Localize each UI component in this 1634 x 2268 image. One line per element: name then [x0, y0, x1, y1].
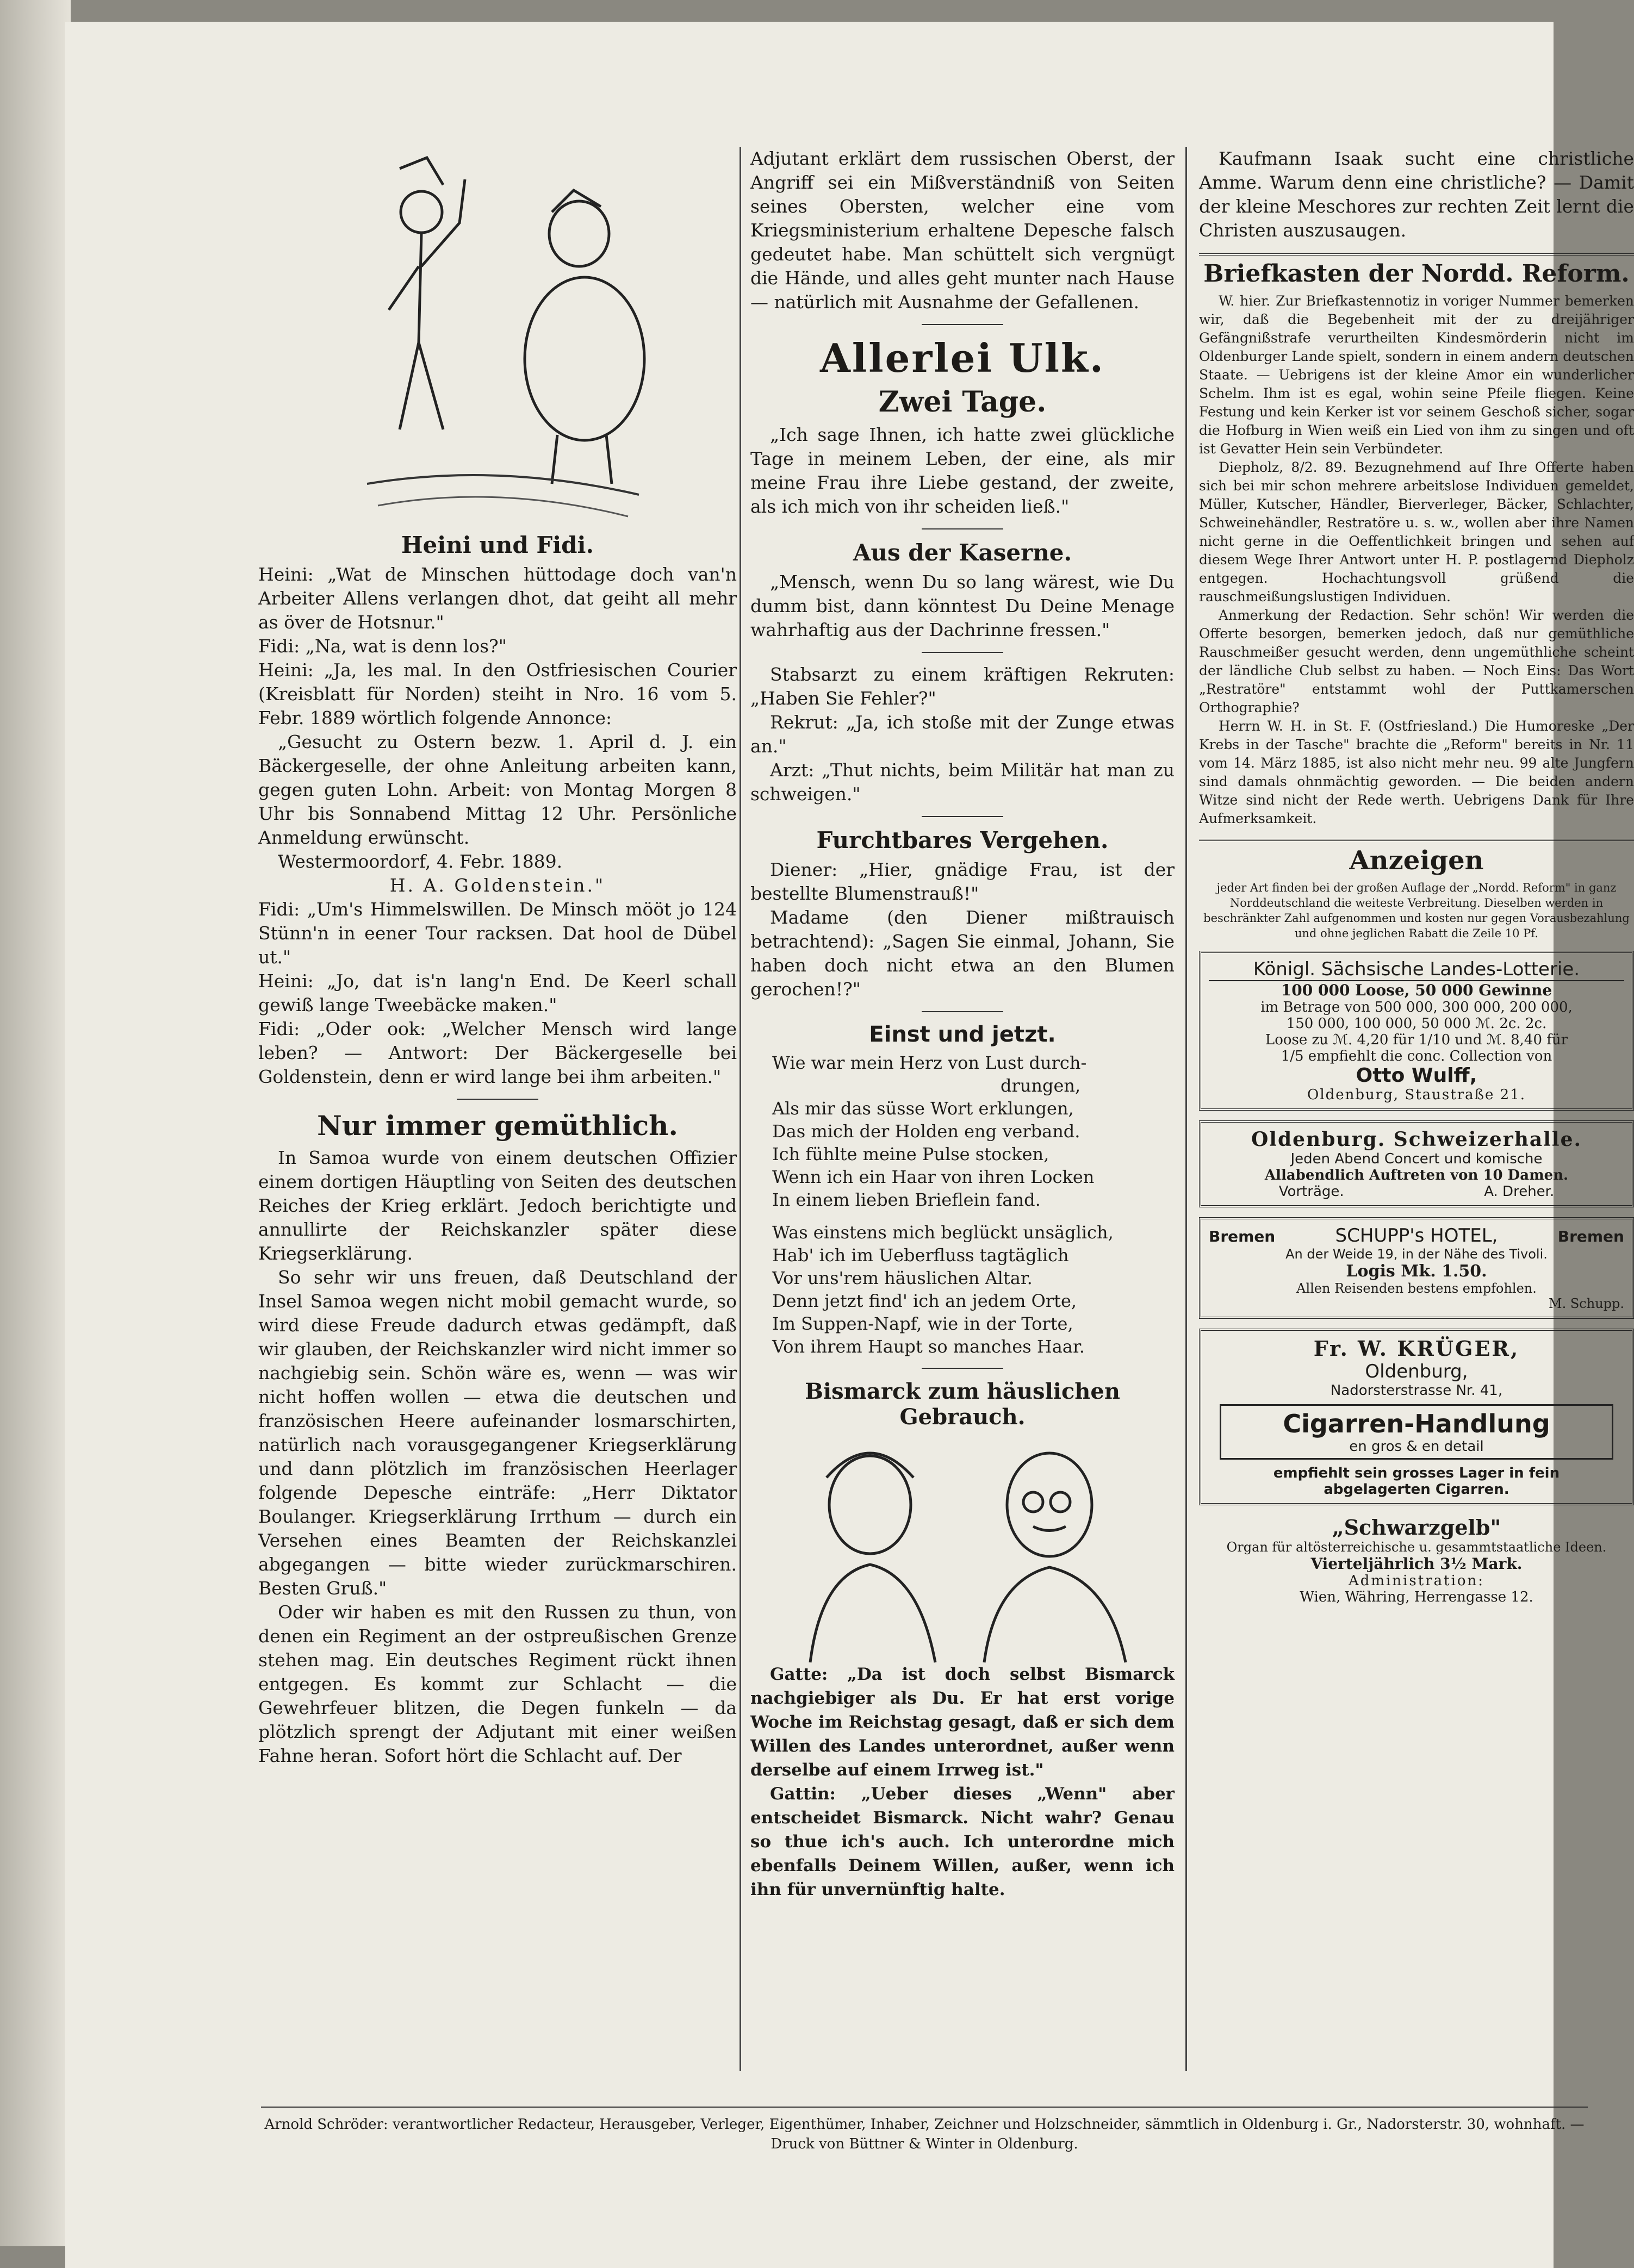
joke-text: „Ich sage Ihnen, ich hatte zwei glückliche Tage in meinem Leben, der eine, als mir meine Frau ihre Liebe gestand, der zweite, als ich mich von ihr scheiden ließ." — [750, 424, 1175, 517]
bismarck-title: Bismarck zum häuslichen Gebrauch. — [805, 1379, 1120, 1430]
schwarzgelb-line: Administration: — [1348, 1573, 1485, 1589]
lotterie-title: Königl. Sächsische Landes-Lotterie. — [1209, 958, 1624, 981]
krueger-advert — [1199, 1329, 1634, 1505]
dialogue-line: Gatte: „Da ist doch selbst Bismarck nachgiebiger als Du. Er hat erst vorige Woche im Reichstag gesagt, daß er sich dem Willen des Landes unterordnet, außer wenn derselbe auf einem Irrweg ist." — [750, 1665, 1175, 1780]
column-right — [1199, 147, 1634, 2071]
anzeigen-note: jeder Art finden bei der großen Auflage der „Nordd. Reform" in ganz Norddeutschland die weiteste Verbreitung. Dieselben werden in beschränkter Zahl aufgenommen und kosten nur gegen Vorausbezahlung und ohne jeglichen Rabatt die Zeile 10 Pf. — [1203, 881, 1630, 940]
section-divider — [922, 652, 1003, 653]
section-divider — [922, 816, 1003, 817]
lotterie-advert — [1199, 951, 1634, 1111]
schwarzgelb-line: Vierteljährlich 3½ Mark. — [1310, 1555, 1523, 1573]
article-continuation: Adjutant erklärt dem russischen Oberst, der Angriff sei ein Mißverständniß von Seiten seines Obersten, welcher eine vom Kriegsministerium erhaltene Depesche falsch gedeutet habe. Man schüttelt sich vergnügt die Hände, und alles geht munter nach Hause — natürlich mit Ausnahme der Gefallenen. — [750, 148, 1175, 313]
dialogue-line: Heini: „Ja, les mal. In den Ostfriesischen Courier (Kreisblatt für Norden) steiht in Nro. 16 vom 5. Febr. 1889 wörtlich folgende Annonce: — [258, 659, 737, 728]
poem-line: Denn jetzt find' ich an jedem Orte, — [772, 1291, 1077, 1311]
section-divider — [457, 1099, 538, 1100]
joke-text: Kaufmann Isaak sucht eine christliche Amme. Warum denn eine christliche? — Damit der kleine Meschores zur rechten Zeit lernt die Christen auszusaugen. — [1199, 148, 1634, 241]
krueger-banner-sub: en gros & en detail — [1349, 1438, 1484, 1455]
hotel-advert — [1199, 1217, 1634, 1319]
schweizerhalle-title: Oldenburg. Schweizerhalle. — [1251, 1128, 1582, 1151]
schweizerhalle-line: Jeden Abend Concert und komische — [1290, 1151, 1543, 1167]
cartoon-two-men-illustration — [345, 147, 650, 527]
krueger-line: abgelagerten Cigarren. — [1324, 1481, 1509, 1498]
hotel-name: SCHUPP's HOTEL, — [1335, 1225, 1498, 1247]
lotterie-address: Oldenburg, Staustraße 21. — [1307, 1087, 1526, 1103]
joke-line: Stabsarzt zu einem kräftigen Rekruten: „Haben Sie Fehler?" — [750, 664, 1175, 709]
section-divider — [922, 1368, 1003, 1369]
einst-jetzt-title: Einst und jetzt. — [869, 1022, 1056, 1047]
section-rule — [1199, 839, 1634, 841]
schwarzgelb-line: Wien, Währing, Herrengasse 12. — [1300, 1589, 1533, 1605]
schweizerhalle-advert — [1199, 1120, 1634, 1207]
footer-rule — [261, 2107, 1588, 2108]
poem-line: Was einstens mich beglückt unsäglich, — [772, 1222, 1114, 1243]
schweizerhalle-line: Vorträge. — [1278, 1183, 1344, 1200]
letter-reply: Diepholz, 8/2. 89. Bezugnehmend auf Ihre Offerte haben sich bei mir schon mehrere arbeitslose Individuen gemeldet, Müller, Kutscher, Händler, Bierverleger, Bäcker, Schlachter, Schweinehändler, Restratöre u. s. w., wollen aber ihre Namen nicht gerne in die Oeffentlichkeit bringen und sehen auf diesem Wege Ihrer Antwort unter H. P. postlagernd Diepholz entgegen. Hochachtungsvoll grüßend die rauschmeißungslustigen Individuen. — [1199, 459, 1634, 605]
column-rule — [740, 147, 741, 2071]
imprint-footer: Arnold Schröder: verantwortlicher Redacteur, Herausgeber, Verleger, Eigenthümer, Inhaber, Zeichner und Holzschneider, sämmtlich in Oldenburg i. Gr., Nadorsterstr. 30, wohnhaft. — Druck von Büttner & Winter in Oldenburg. — [264, 2116, 1585, 2152]
hotel-line: Allen Reisenden bestens empfohlen. — [1296, 1281, 1537, 1296]
vergehen-title: Furchtbares Vergehen. — [816, 827, 1109, 853]
advert-signature: H. A. Goldenstein." — [389, 875, 606, 896]
krueger-banner — [1220, 1404, 1613, 1460]
poem-stanza — [750, 1051, 1175, 1211]
section-divider — [922, 324, 1003, 325]
quoted-advert: „Gesucht zu Ostern bezw. 1. April d. J. ein Bäckergeselle, der ohne Anleitung arbeiten kann, gegen guten Lohn. Arbeit: von Montag Morgen 8 Uhr bis Sonnabend Mittag 12 Uhr. Persönliche Anmeldung erwünscht. — [258, 731, 737, 848]
schweizerhalle-line: A. Dreher. — [1484, 1183, 1555, 1200]
letter-reply: Anmerkung der Redaction. Sehr schön! Wir werden die Offerte besorgen, bemerken jedoch, daß nur gemüthliche Rauschmeißer gesucht werden, denn ungemüthliche scheint der ländliche Club selbst zu haben. — Noch Eins: Das Wort „Restratöre" entstammt wohl der Puttkamerschen Orthographie? — [1199, 607, 1634, 715]
poem-line: Als mir das süsse Wort erklungen, — [772, 1098, 1074, 1119]
lotterie-name: Otto Wulff, — [1356, 1064, 1477, 1087]
column-rule — [1185, 147, 1187, 2071]
poem-line: Im Suppen-Napf, wie in der Torte, — [772, 1313, 1073, 1334]
section-divider — [922, 528, 1003, 529]
poem-line: Das mich der Holden eng verband. — [772, 1121, 1080, 1142]
hotel-city: Bremen — [1209, 1228, 1276, 1245]
hotel-line: An der Weide 19, in der Nähe des Tivoli. — [1285, 1247, 1548, 1262]
dialogue-line: Fidi: „Oder ook: „Welcher Mensch wird lange leben? — Antwort: Der Bäckergeselle bei Goldenstein, denn er wird lange bei ihm arbeiten." — [258, 1018, 737, 1087]
poem-line: Vor uns'rem häuslichen Altar. — [772, 1268, 1033, 1288]
dialogue-line: Fidi: „Um's Himmelswillen. De Minsch mööt jo 124 Stünn'n in eener Tour racksen. Dat hool de Dübel ut." — [258, 899, 737, 968]
hotel-line: Logis Mk. 1.50. — [1346, 1262, 1487, 1281]
dialogue-line: Gattin: „Ueber dieses „Wenn" aber entscheidet Bismarck. Nicht wahr? Genau so thue ich's auch. Ich unterordne mich ebenfalls Deinem Willen, außer, wenn ich ihn für unvernünftig halte. — [750, 1784, 1175, 1899]
schweizerhalle-line: Allabendlich Auftreten von 10 Damen. — [1264, 1167, 1569, 1183]
hotel-city: Bremen — [1557, 1228, 1624, 1245]
hotel-header — [1209, 1225, 1624, 1247]
gemuethlich-title: Nur immer gemüthlich. — [317, 1110, 678, 1142]
column-left — [258, 147, 737, 2071]
heini-fidi-title: Heini und Fidi. — [401, 532, 594, 558]
poem-line: Wie war mein Herz von Lust durch- — [772, 1052, 1087, 1073]
joke-line: Rekrut: „Ja, ich stoße mit der Zunge etwas an." — [750, 712, 1175, 757]
advert-date: Westermoordorf, 4. Febr. 1889. — [278, 851, 563, 872]
section-rule — [1199, 253, 1634, 256]
joke-line: Diener: „Hier, gnädige Frau, ist der bestellte Blumenstrauß!" — [750, 859, 1175, 904]
letter-reply: Herrn W. H. in St. F. (Ostfriesland.) Die Humoreske „Der Krebs in der Tasche" brachte die „Reform" bereits in Nr. 11 vom 14. März 1885, ist also nicht mehr neu. 99 alte Jungfern sind damals ohnmächtig geworden. — Die beiden andern Witze sind nicht der Rede werth. Uebrigens Dank für Ihre Aufmerksamkeit. — [1199, 718, 1634, 826]
poem-line: Von ihrem Haupt so manches Haar. — [772, 1336, 1085, 1357]
book-binding-edge — [0, 0, 71, 2246]
article-paragraph: In Samoa wurde von einem deutschen Offizier einem dortigen Häuptling von Seiten des deutschen Reiches der Krieg erklärt. Jedoch berichtigte und annullirte der Reichskanzler später diese Kriegserklärung. — [258, 1147, 737, 1264]
krueger-line: empfiehlt sein grosses Lager in fein — [1273, 1465, 1560, 1481]
krueger-banner-text: Cigarren-Handlung — [1283, 1409, 1550, 1438]
dialogue-line: Heini: „Jo, dat is'n lang'n End. De Keerl schall gewiß lange Tweebäcke maken." — [258, 970, 737, 1015]
dialogue-line: Heini: „Wat de Minschen hüttodage doch van'n Arbeiter Allens verlangen dhot, dat geiht all mehr as över de Hotsnur." — [258, 564, 737, 633]
joke-text: „Mensch, wenn Du so lang wärest, wie Du dumm bist, dann könntest Du Deine Menage wahrhaftig aus der Dachrinne fressen." — [750, 571, 1175, 640]
anzeigen-title: Anzeigen — [1349, 845, 1484, 876]
dialogue-line: Fidi: „Na, wat is denn los?" — [258, 635, 507, 657]
allerlei-ulk-title: Allerlei Ulk. — [820, 335, 1105, 381]
zwei-tage-title: Zwei Tage. — [878, 385, 1047, 419]
article-paragraph: So sehr wir uns freuen, daß Deutschland der Insel Samoa wegen nicht mobil gemacht wurde, so wird diese Freude dadurch etwas gedämpft, daß wir glauben, der Reichskanzler wird nicht immer so nachgiebig sein. Schön wäre es, wenn — was wir nicht hoffen wollen — etwa die deutschen und französischen Heere aufeinander losmarschirten, natürlich nach vorausgegangener Kriegserklärung und dann plötzlich im französischen Heerlager folgende Depesche einträfe: „Herr Diktator Boulanger. Kriegserklärung Irrthum — durch ein Versehen eines Beamten der Reichskanzlei abgegangen — bitte wieder zurückmarschiren. Besten Gruß." — [258, 1267, 737, 1599]
schwarzgelb-advert — [1199, 1515, 1634, 1605]
poem-line: Hab' ich im Ueberfluss tagtäglich — [772, 1245, 1069, 1266]
newspaper-page — [65, 22, 1634, 2268]
poem-line: In einem lieben Brieflein fand. — [772, 1189, 1041, 1210]
schweizerhalle-footer — [1209, 1183, 1624, 1200]
lotterie-line: im Betrage von 500 000, 300 000, 200 000, — [1260, 999, 1573, 1015]
krueger-street: Nadorsterstrasse Nr. 41, — [1330, 1382, 1503, 1399]
lotterie-line: Loose zu ℳ. 4,20 für 1/10 und ℳ. 8,40 für — [1265, 1032, 1568, 1048]
poem-line: drungen, — [1001, 1075, 1081, 1096]
kaserne-title: Aus der Kaserne. — [853, 539, 1072, 566]
krueger-name: Fr. W. KRÜGER, — [1313, 1336, 1520, 1361]
poem-line: Wenn ich ein Haar von ihren Locken — [772, 1167, 1095, 1187]
lotterie-line: 100 000 Loose, 50 000 Gewinne — [1281, 981, 1552, 999]
schwarzgelb-line: Organ für altösterreichische u. gesammtstaatliche Ideen. — [1226, 1540, 1607, 1555]
briefkasten-title: Briefkasten der Nordd. Reform. — [1203, 260, 1630, 288]
section-divider — [922, 1011, 1003, 1012]
joke-line: Arzt: „Thut nichts, beim Militär hat man zu schweigen." — [750, 759, 1175, 805]
lotterie-line: 150 000, 100 000, 50 000 ℳ. 2c. 2c. — [1286, 1015, 1547, 1032]
hotel-line: M. Schupp. — [1549, 1296, 1624, 1311]
letter-reply: W. hier. Zur Briefkastennotiz in voriger Nummer bemerken wir, daß die Begebenheit mit der zu dreijähriger Gefängnißstrafe verurtheilten Kindesmörderin nicht im Oldenburger Lande spielt, sondern in einem andern deutschen Staate. — Uebrigens ist der kleine Amor ein wunderlicher Schelm. Ihm ist es egal, wohin seine Pfeile fliegen. Keine Festung und kein Kerker ist vor seinem Geschoß sicher, sogar die Hofburg in Wien weiß ein Lied von ihm zu singen und oft ist Gevatter Hein sein Verbündeter. — [1199, 293, 1634, 457]
article-paragraph: Oder wir haben es mit den Russen zu thun, von denen ein Regiment an der ostpreußischen Grenze stehen mag. Ein deutsches Regiment rückt ihnen entgegen. Es kommt zur Schlacht — die Gewehrfeuer blitzen, die Degen funkeln — da plötzlich sprengt der Adjutant mit einer weißen Fahne heran. Sofort hört die Schlacht auf. Der — [258, 1602, 737, 1766]
column-middle — [750, 147, 1175, 2071]
poem-stanza — [750, 1221, 1175, 1358]
lotterie-line: 1/5 empfiehlt die conc. Collection von — [1281, 1048, 1552, 1064]
schwarzgelb-title: „Schwarzgelb" — [1332, 1515, 1501, 1540]
couple-portrait-illustration — [778, 1434, 1147, 1662]
joke-line: Madame (den Diener mißtrauisch betrachtend): „Sagen Sie einmal, Johann, Sie haben doch nicht etwa an den Blumen gerochen!?" — [750, 907, 1175, 1000]
poem-line: Ich fühlte meine Pulse stocken, — [772, 1144, 1049, 1164]
krueger-city: Oldenburg, — [1365, 1361, 1468, 1382]
